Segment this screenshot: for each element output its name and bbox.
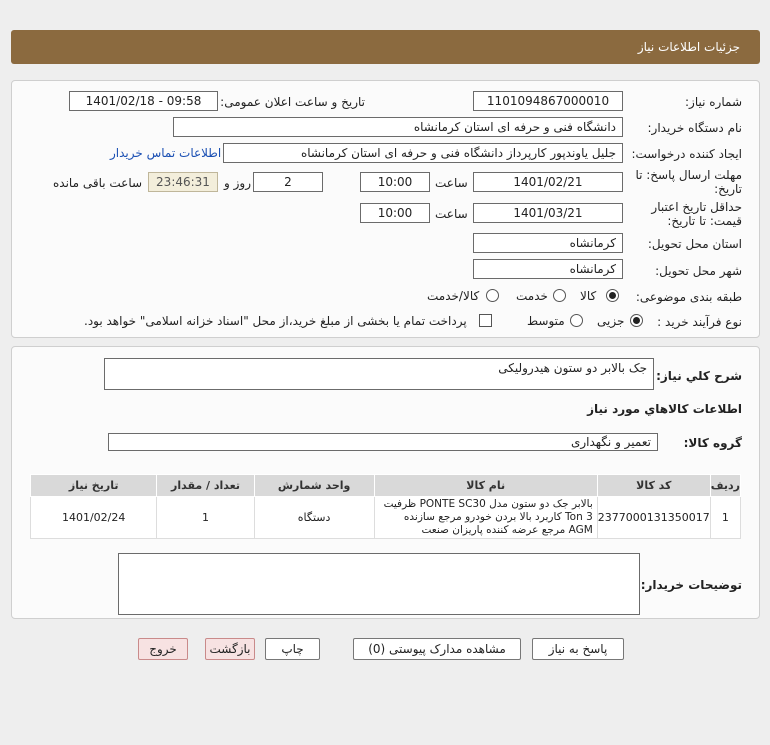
validity-time-field: 10:00 xyxy=(360,203,430,223)
announce-field: 1401/02/18 - 09:58 xyxy=(69,91,218,111)
days-word: روز و xyxy=(224,176,251,190)
category-goods-radio[interactable] xyxy=(606,289,619,302)
group-field: تعمیر و نگهداری xyxy=(108,433,658,451)
days-field: 2 xyxy=(253,172,323,192)
remaining-time-field: 23:46:31 xyxy=(148,172,218,192)
summary-field: جک بالابر دو ستون هیدرولیکی xyxy=(104,358,654,390)
attachments-button[interactable]: مشاهده مدارک پیوستی (0) xyxy=(353,638,521,660)
cell-code: 2377000131350017 xyxy=(597,497,710,539)
province-field: کرمانشاه xyxy=(473,233,623,253)
process-medium-label: متوسط xyxy=(527,314,565,328)
col-unit-header: واحد شمارش xyxy=(254,475,374,497)
exit-button[interactable]: خروج xyxy=(138,638,188,660)
province-label: استان محل تحویل: xyxy=(647,237,742,251)
page-title: جزئیات اطلاعات نیاز xyxy=(637,40,740,54)
buyer-contact-link[interactable]: اطلاعات تماس خریدار xyxy=(110,146,222,160)
buyer-org-label: نام دستگاه خریدار: xyxy=(647,121,742,135)
creator-label: ایجاد کننده درخواست: xyxy=(631,147,742,161)
summary-label: شرح کلي نياز: xyxy=(656,369,742,383)
validity-label: حداقل تاریخ اعتبار xyxy=(651,200,742,214)
items-table xyxy=(30,474,741,539)
print-button[interactable]: چاپ xyxy=(265,638,320,660)
validity-date-field: 1401/03/21 xyxy=(473,203,623,223)
need-number-field: 1101094867000010 xyxy=(473,91,623,111)
goods-info-title: اطلاعات کالاهاي مورد نياز xyxy=(587,402,742,416)
group-label: گروه کالا: xyxy=(683,436,742,450)
validity-time-word: ساعت xyxy=(435,207,468,221)
process-label: نوع فرآیند خرید : xyxy=(657,315,742,329)
buyer-notes-field xyxy=(118,553,640,615)
cell-name: بالابر جک دو ستون مدل PONTE SC30 ظرفیت 3 Ton کاربرد بالا بردن خودرو مرجع سازنده AGM مرجع عرضه کننده پاریزان صنعت xyxy=(374,497,597,539)
category-service-radio[interactable] xyxy=(553,289,566,302)
category-both-radio[interactable] xyxy=(486,289,499,302)
buyer-notes-label: توضیحات خریدار: xyxy=(640,578,742,592)
col-row-header: ردیف xyxy=(710,475,740,497)
page-header xyxy=(11,30,760,64)
remaining-word: ساعت باقی مانده xyxy=(53,176,143,190)
city-label: شهر محل تحویل: xyxy=(655,264,742,278)
col-date-header: تاریخ نیاز xyxy=(31,475,157,497)
cell-row: 1 xyxy=(710,497,740,539)
category-both-label: کالا/خدمت xyxy=(427,289,480,303)
buyer-org-field: دانشگاه فنی و حرفه ای استان کرمانشاه xyxy=(173,117,623,137)
reply-time-word: ساعت xyxy=(435,176,468,190)
cell-qty: 1 xyxy=(157,497,254,539)
reply-button[interactable]: پاسخ به نیاز xyxy=(532,638,624,660)
reply-deadline-label: مهلت ارسال پاسخ: تا xyxy=(635,168,742,182)
treasury-payment-checkbox[interactable] xyxy=(479,314,492,327)
validity-label-2: قیمت: تا تاریخ: xyxy=(667,214,742,228)
reply-date-field: 1401/02/21 xyxy=(473,172,623,192)
col-name-header: نام کالا xyxy=(374,475,597,497)
table-row xyxy=(31,497,741,539)
table-header-row xyxy=(31,475,741,497)
category-service-label: خدمت xyxy=(516,289,548,303)
announce-label: تاریخ و ساعت اعلان عمومی: xyxy=(220,95,365,109)
reply-time-field: 10:00 xyxy=(360,172,430,192)
cell-unit: دستگاه xyxy=(254,497,374,539)
city-field: کرمانشاه xyxy=(473,259,623,279)
process-minor-label: جزیی xyxy=(597,314,625,328)
back-button[interactable]: بازگشت xyxy=(205,638,255,660)
category-label: طبقه بندی موضوعی: xyxy=(635,290,742,304)
creator-field: جلیل یاوندپور کارپرداز دانشگاه فنی و حرفه ای استان کرمانشاه xyxy=(223,143,623,163)
reply-deadline-label-2: تاریخ: xyxy=(714,182,742,196)
treasury-payment-note: پرداخت تمام یا بخشی از مبلغ خرید،از محل "اسناد خزانه اسلامی" خواهد بود. xyxy=(84,314,467,328)
process-medium-radio[interactable] xyxy=(570,314,583,327)
process-minor-radio[interactable] xyxy=(630,314,643,327)
need-number-label: شماره نیاز: xyxy=(685,95,742,109)
category-goods-label: کالا xyxy=(580,289,597,303)
col-code-header: کد کالا xyxy=(597,475,710,497)
col-qty-header: تعداد / مقدار xyxy=(157,475,254,497)
cell-date: 1401/02/24 xyxy=(31,497,157,539)
